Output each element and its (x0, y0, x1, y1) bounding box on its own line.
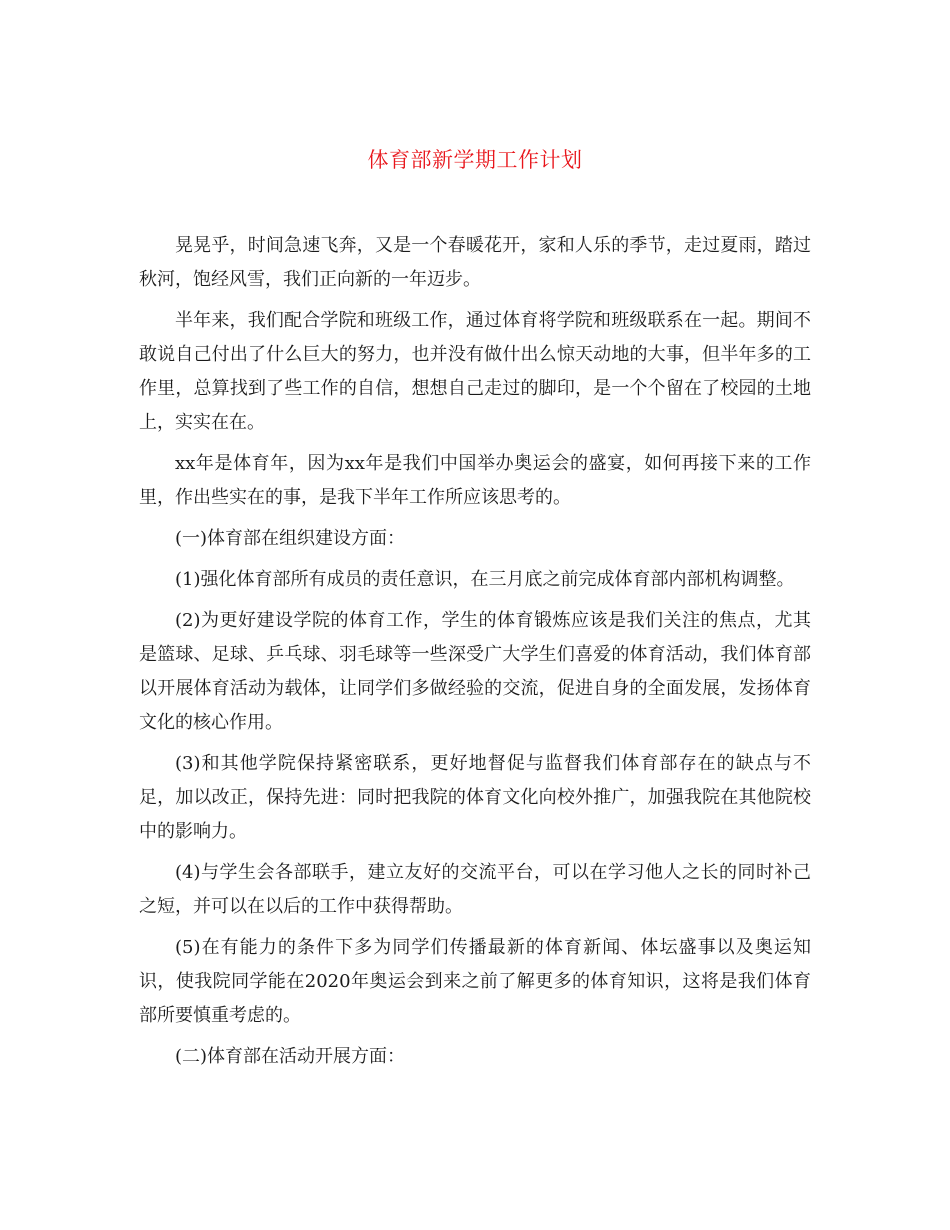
paragraph: 晃晃乎，时间急速飞奔，又是一个春暖花开，家和人乐的季节，走过夏雨，踏过秋河，饱经风雪，我们正向新的一年迈步。 (139, 235, 811, 290)
list-item: (2)为更好建设学院的体育工作，学生的体育锻炼应该是我们关注的焦点，尤其是篮球、足球、乒乓球、羽毛球等一些深受广大学生们喜爱的体育活动，我们体育部以开展体育活动为载体，让同学们多做经验的交流，促进自身的全面发展，发扬体育文化的核心作用。 (139, 610, 811, 733)
list-item: (4)与学生会各部联手，建立友好的交流平台，可以在学习他人之长的同时补己之短，并可以在以后的工作中获得帮助。 (139, 862, 811, 917)
section-heading: (一)体育部在组织建设方面： (175, 528, 406, 549)
paragraph: xx年是体育年，因为xx年是我们中国举办奥运会的盛宴，如何再接下来的工作里，作出些实在的事，是我下半年工作所应该思考的。 (139, 453, 811, 508)
list-item: (3)和其他学院保持紧密联系，更好地督促与监督我们体育部存在的缺点与不足，加以改正，保持先进：同时把我院的体育文化向校外推广，加强我院在其他院校中的影响力。 (139, 753, 811, 842)
list-item: (1)强化体育部所有成员的责任意识，在三月底之前完成体育部内部机构调整。 (175, 569, 795, 590)
section-heading: (二)体育部在活动开展方面： (175, 1046, 406, 1067)
document-title: 体育部新学期工作计划 (367, 148, 583, 172)
paragraph: 半年来，我们配合学院和班级工作，通过体育将学院和班级联系在一起。期间不敢说自己付出了什么巨大的努力，也并没有做什出么惊天动地的大事，但半年多的工作里，总算找到了些工作的自信，想想自己走过的脚印，是一个个留在了校园的土地上，实实在在。 (139, 310, 811, 433)
document-body (139, 229, 811, 1081)
list-item: (5)在有能力的条件下多为同学们传播最新的体育新闻、体坛盛事以及奥运知识，使我院同学能在2020年奥运会到来之前了解更多的体育知识，这将是我们体育部所要慎重考虑的。 (139, 937, 811, 1026)
